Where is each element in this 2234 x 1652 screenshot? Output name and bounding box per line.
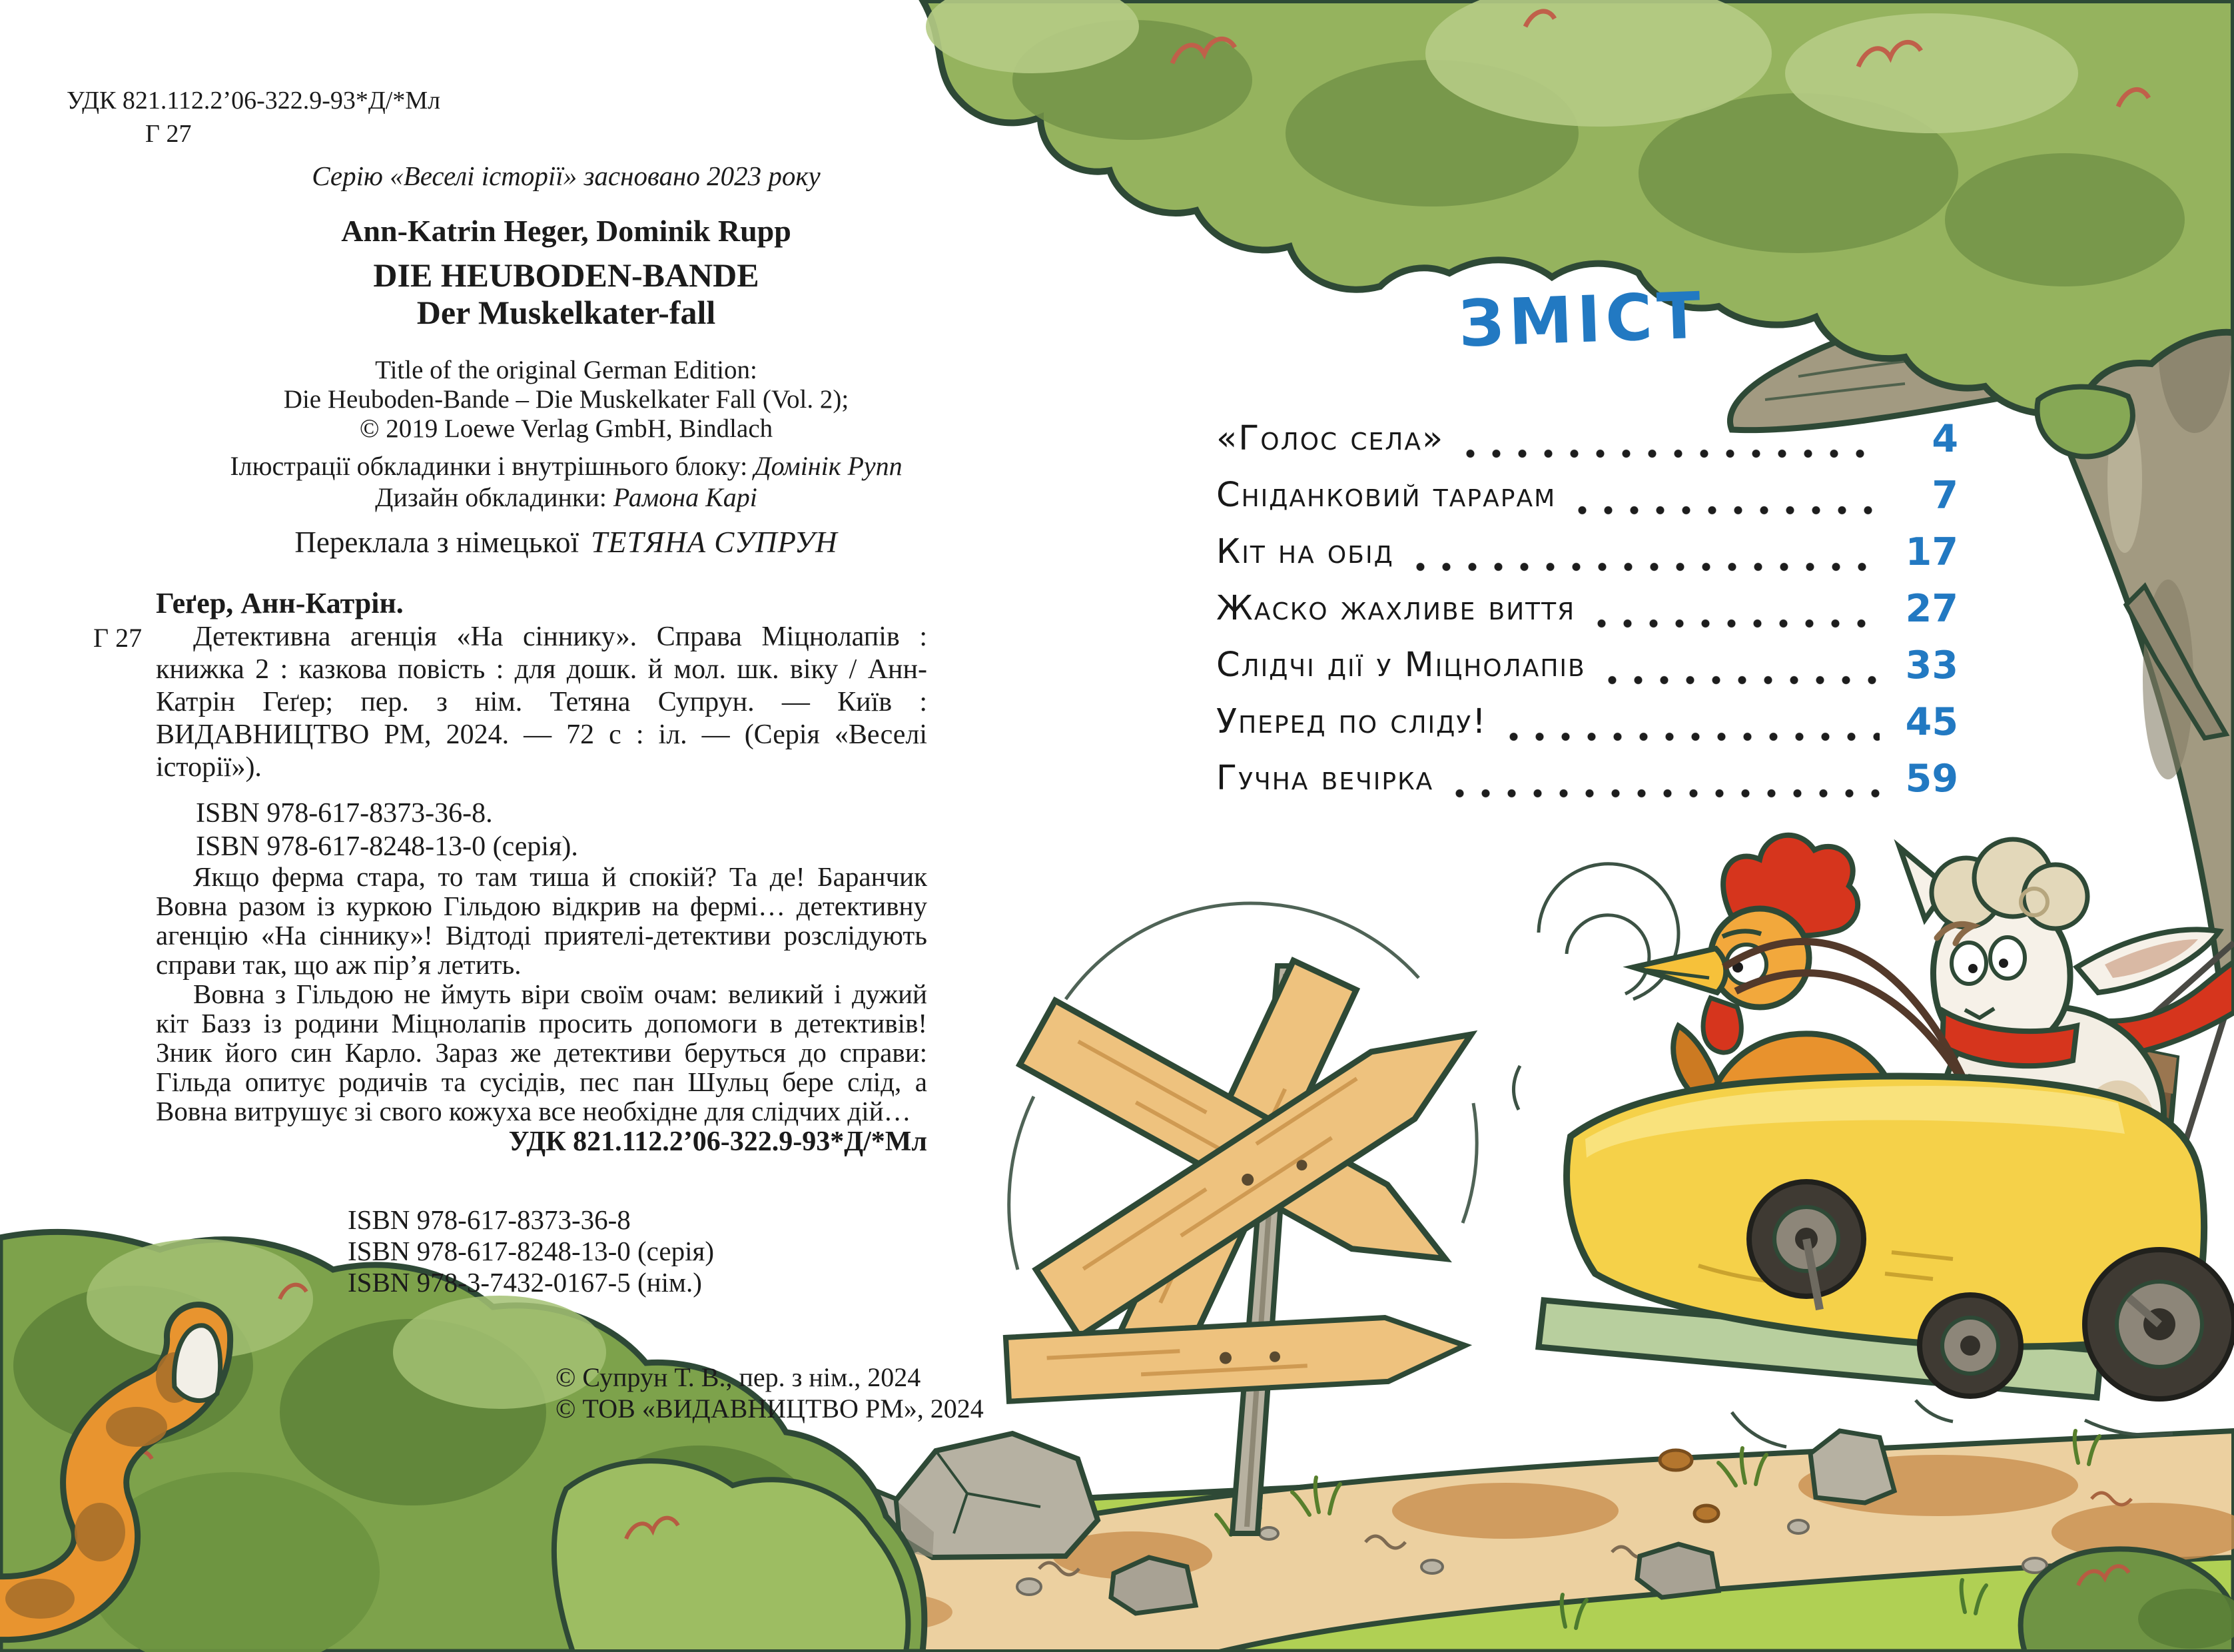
catalog-isbn-block: [196, 797, 578, 863]
copyright-block: [556, 1362, 984, 1424]
toc-entry-page: 45: [1905, 699, 1958, 744]
toc-entry: [1216, 410, 1958, 467]
translator-name: ТЕТЯНА СУПРУН: [590, 526, 838, 559]
original-authors: Ann-Katrin Heger, Dominik Rupp: [341, 214, 791, 248]
toc-entry: [1216, 524, 1958, 580]
credits-block: [113, 450, 1019, 513]
copyright-line: © ТОВ «ВИДАВНИЦТВО РМ», 2024: [556, 1394, 984, 1424]
credit-line: Ілюстрації обкладинки і внутрішнього блоку: Домінік Рупп: [230, 451, 903, 481]
toc-entry-page: 27: [1905, 586, 1958, 631]
toc-entry-title: Слідчі дії у Міцнолапів: [1216, 645, 1586, 685]
translator-line: Переклала з німецької ТЕТЯНА СУПРУН: [294, 526, 838, 559]
dotted-leader: [1589, 580, 1880, 637]
catalog-author-heading: Геґер, Анн-Катрін.: [156, 587, 404, 620]
toc-entry: [1216, 693, 1958, 750]
isbn-line: ISBN 978-3-7432-0167-5 (нім.): [348, 1267, 702, 1298]
series-note: Серію «Веселі історії» засновано 2023 року: [312, 161, 821, 191]
annotation: [156, 862, 927, 1126]
toc-entry-page: 7: [1932, 473, 1958, 518]
toc-title: ЗМІСТ: [1457, 278, 1707, 362]
toc-entry-title: Кіт на обід: [1216, 532, 1394, 572]
toc-entry-title: Гучна вечірка: [1216, 759, 1434, 798]
credit-line: Дизайн обкладинки: Рамона Карі: [375, 482, 757, 512]
toc-entry-page: 59: [1905, 756, 1958, 801]
toc-entry-page: 33: [1905, 643, 1958, 687]
dotted-leader: [1447, 750, 1880, 807]
udk-top-line: УДК 821.112.2’06-322.9-93*Д/*Мл: [67, 87, 441, 115]
toc-entry: [1216, 467, 1958, 524]
toc-entry-title: Сніданковий тарарам: [1216, 476, 1557, 515]
isbn-block: [348, 1204, 714, 1298]
toc-entry-title: Жаско жахливе виття: [1216, 589, 1576, 628]
illustrator-name: Домінік Рупп: [754, 451, 903, 481]
dotted-leader: [1457, 410, 1880, 467]
annotation-paragraph: Вовна з Гільдою не ймуть віри своїм очам: великий і дужий кіт Базз із родини Міцнолапів просить допомоги в детективів! Зник його син Карло. Зараз же детективи беруться до справи: Гільда опитує родичів та сусідів, пес пан Шульц бере слід, а Вовна витрушує зі свого кожуха все необхідне для слідчих дій…: [156, 979, 927, 1126]
cart-scene: [1513, 835, 2234, 1521]
toc-entry-page: 4: [1932, 416, 1958, 461]
dotted-leader: [1407, 524, 1880, 580]
signpost: [1006, 903, 1493, 1533]
toc-entry: [1216, 580, 1958, 637]
toc-entry-page: 17: [1905, 530, 1958, 574]
dotted-leader: [1501, 693, 1880, 750]
isbn-line: ISBN 978-617-8373-36-8.: [196, 798, 493, 829]
edition-line: © 2019 Loewe Verlag GmbH, Bindlach: [359, 414, 773, 443]
original-subtitle: Der Muskelkater-fall: [416, 294, 716, 331]
toc-entry-title: Уперед по сліду!: [1216, 702, 1487, 741]
isbn-line: ISBN 978-617-8248-13-0 (серія).: [196, 831, 578, 862]
annotation-paragraph: Якщо ферма стара, то там тиша й спокій? Та де! Баранчик Вовна разом із куркою Гільдою відкрив на фермі… детективну агенцію «На сіннику»! Відтоді приятелі-детективи розслідують справи так, що аж пір’я летить.: [156, 861, 927, 980]
copyright-line: © Супрун Т. В., пер. з нім., 2024: [556, 1362, 921, 1392]
bbk-code: Г 27: [145, 120, 192, 148]
catalog-description: Детективна агенція «На сіннику». Справа Міцнолапів : книжка 2 : казкова повість : для дошк. й мол. шк. віку / Анн-Катрін Геґер; пер. з нім. Тетяна Супрун. — Київ : ВИДАВНИЦТВО РМ, 2024. — 72 с : іл. — (Серія «Веселі історії»).: [156, 621, 927, 783]
toc-entry: [1216, 750, 1958, 807]
table-of-contents: [1216, 410, 1958, 807]
toc-entry: [1216, 637, 1958, 693]
dotted-leader: [1569, 467, 1880, 524]
original-title: DIE HEUBODEN-BANDE: [373, 256, 759, 294]
catalog-margin-code: Г 27: [93, 623, 143, 653]
isbn-line: ISBN 978-617-8373-36-8: [348, 1204, 631, 1235]
edition-line: Die Heuboden-Bande – Die Muskelkater Fall (Vol. 2);: [283, 385, 849, 414]
motion-swirl: [1513, 864, 1678, 1110]
edition-line: Title of the original German Edition:: [375, 356, 757, 384]
udk-classification-block: [67, 84, 440, 151]
udk-bottom-line: УДК 821.112.2’06-322.9-93*Д/*Мл: [508, 1126, 927, 1157]
cover-designer-name: Рамона Карі: [613, 482, 757, 512]
leaf-clump: [2037, 387, 2132, 457]
original-edition-block: [113, 356, 1019, 444]
toc-entry-title: «Голос села»: [1216, 419, 1445, 458]
rooster-wattle: [1703, 998, 1741, 1052]
dotted-leader: [1599, 637, 1880, 693]
isbn-line: ISBN 978-617-8248-13-0 (серія): [348, 1236, 714, 1266]
